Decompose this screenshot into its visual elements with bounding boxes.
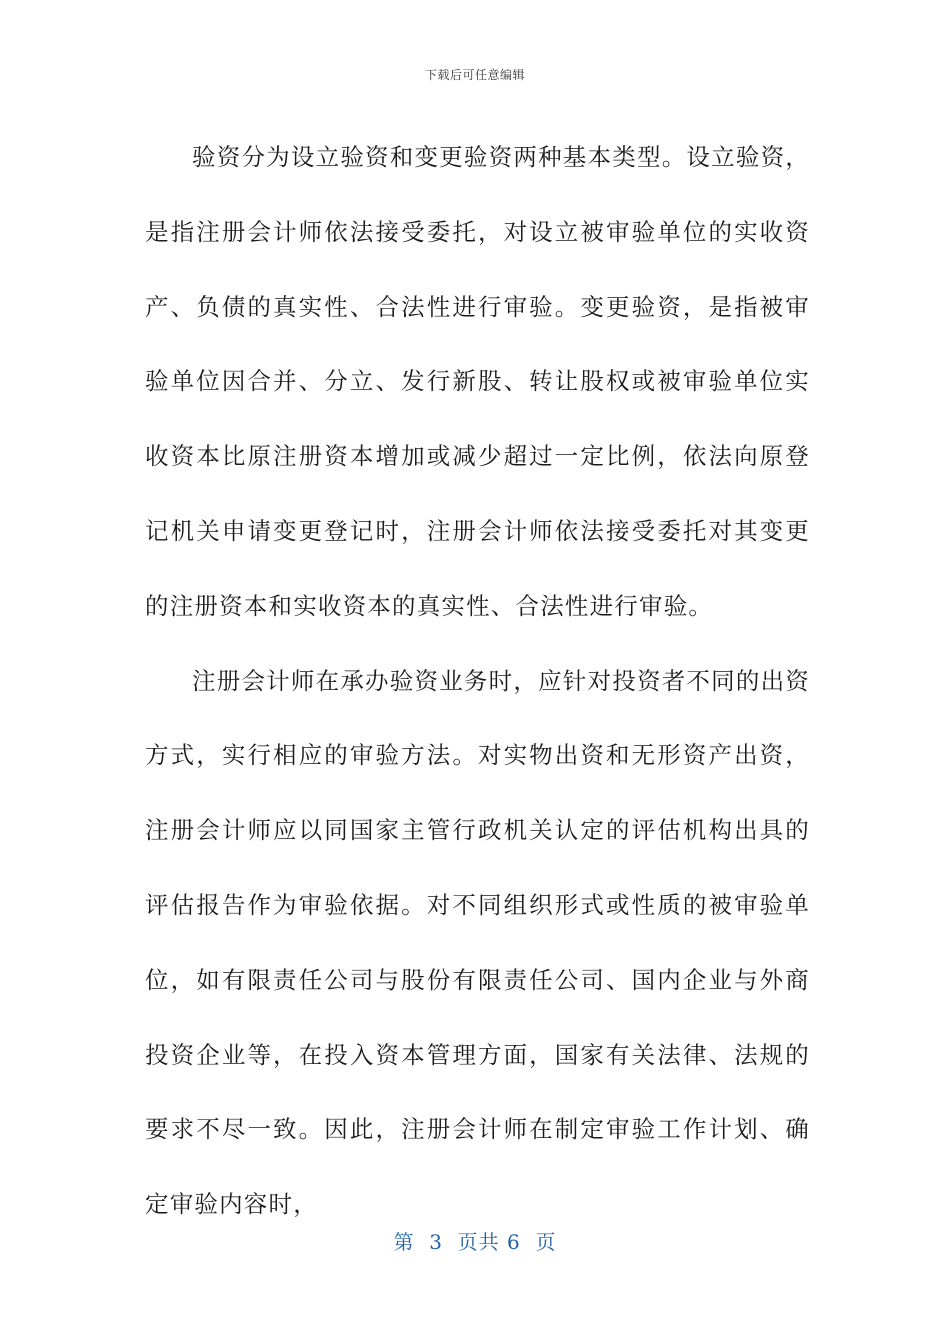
header-note: 下载后可任意编辑: [424, 68, 525, 82]
paragraph-2: 注册会计师在承办验资业务时，应针对投资者不同的出资方式，实行相应的审验方法。对实物出资和无形资产出资，注册会计师应以同国家主管行政机关认定的评估机构出具的评估报告作为审验依据。对不同组织形式或性质的被审验单位，如有限责任公司与股份有限责任公司、国内企业与外商投资企业等，在投入资本管理方面，国家有关法律、法规的要求不尽一致。因此，注册会计师在制定审验工作计划、确定审验内容时，: [145, 666, 810, 1219]
paragraph-1: 验资分为设立验资和变更验资两种基本类型。设立验资，是指注册会计师依法接受委托，对设立被审验单位的实收资产、负债的真实性、合法性进行审验。变更验资，是指被审验单位因合并、分立、发行新股、转让股权或被审验单位实收资本比原注册资本增加或减少超过一定比例，依法向原登记机关申请变更登记时，注册会计师依法接受委托对其变更的注册资本和实收资本的真实性、合法性进行审验。: [145, 143, 810, 620]
document-body: [145, 120, 810, 1242]
page-number-footer: 第 3 页共 6 页: [393, 1230, 557, 1254]
